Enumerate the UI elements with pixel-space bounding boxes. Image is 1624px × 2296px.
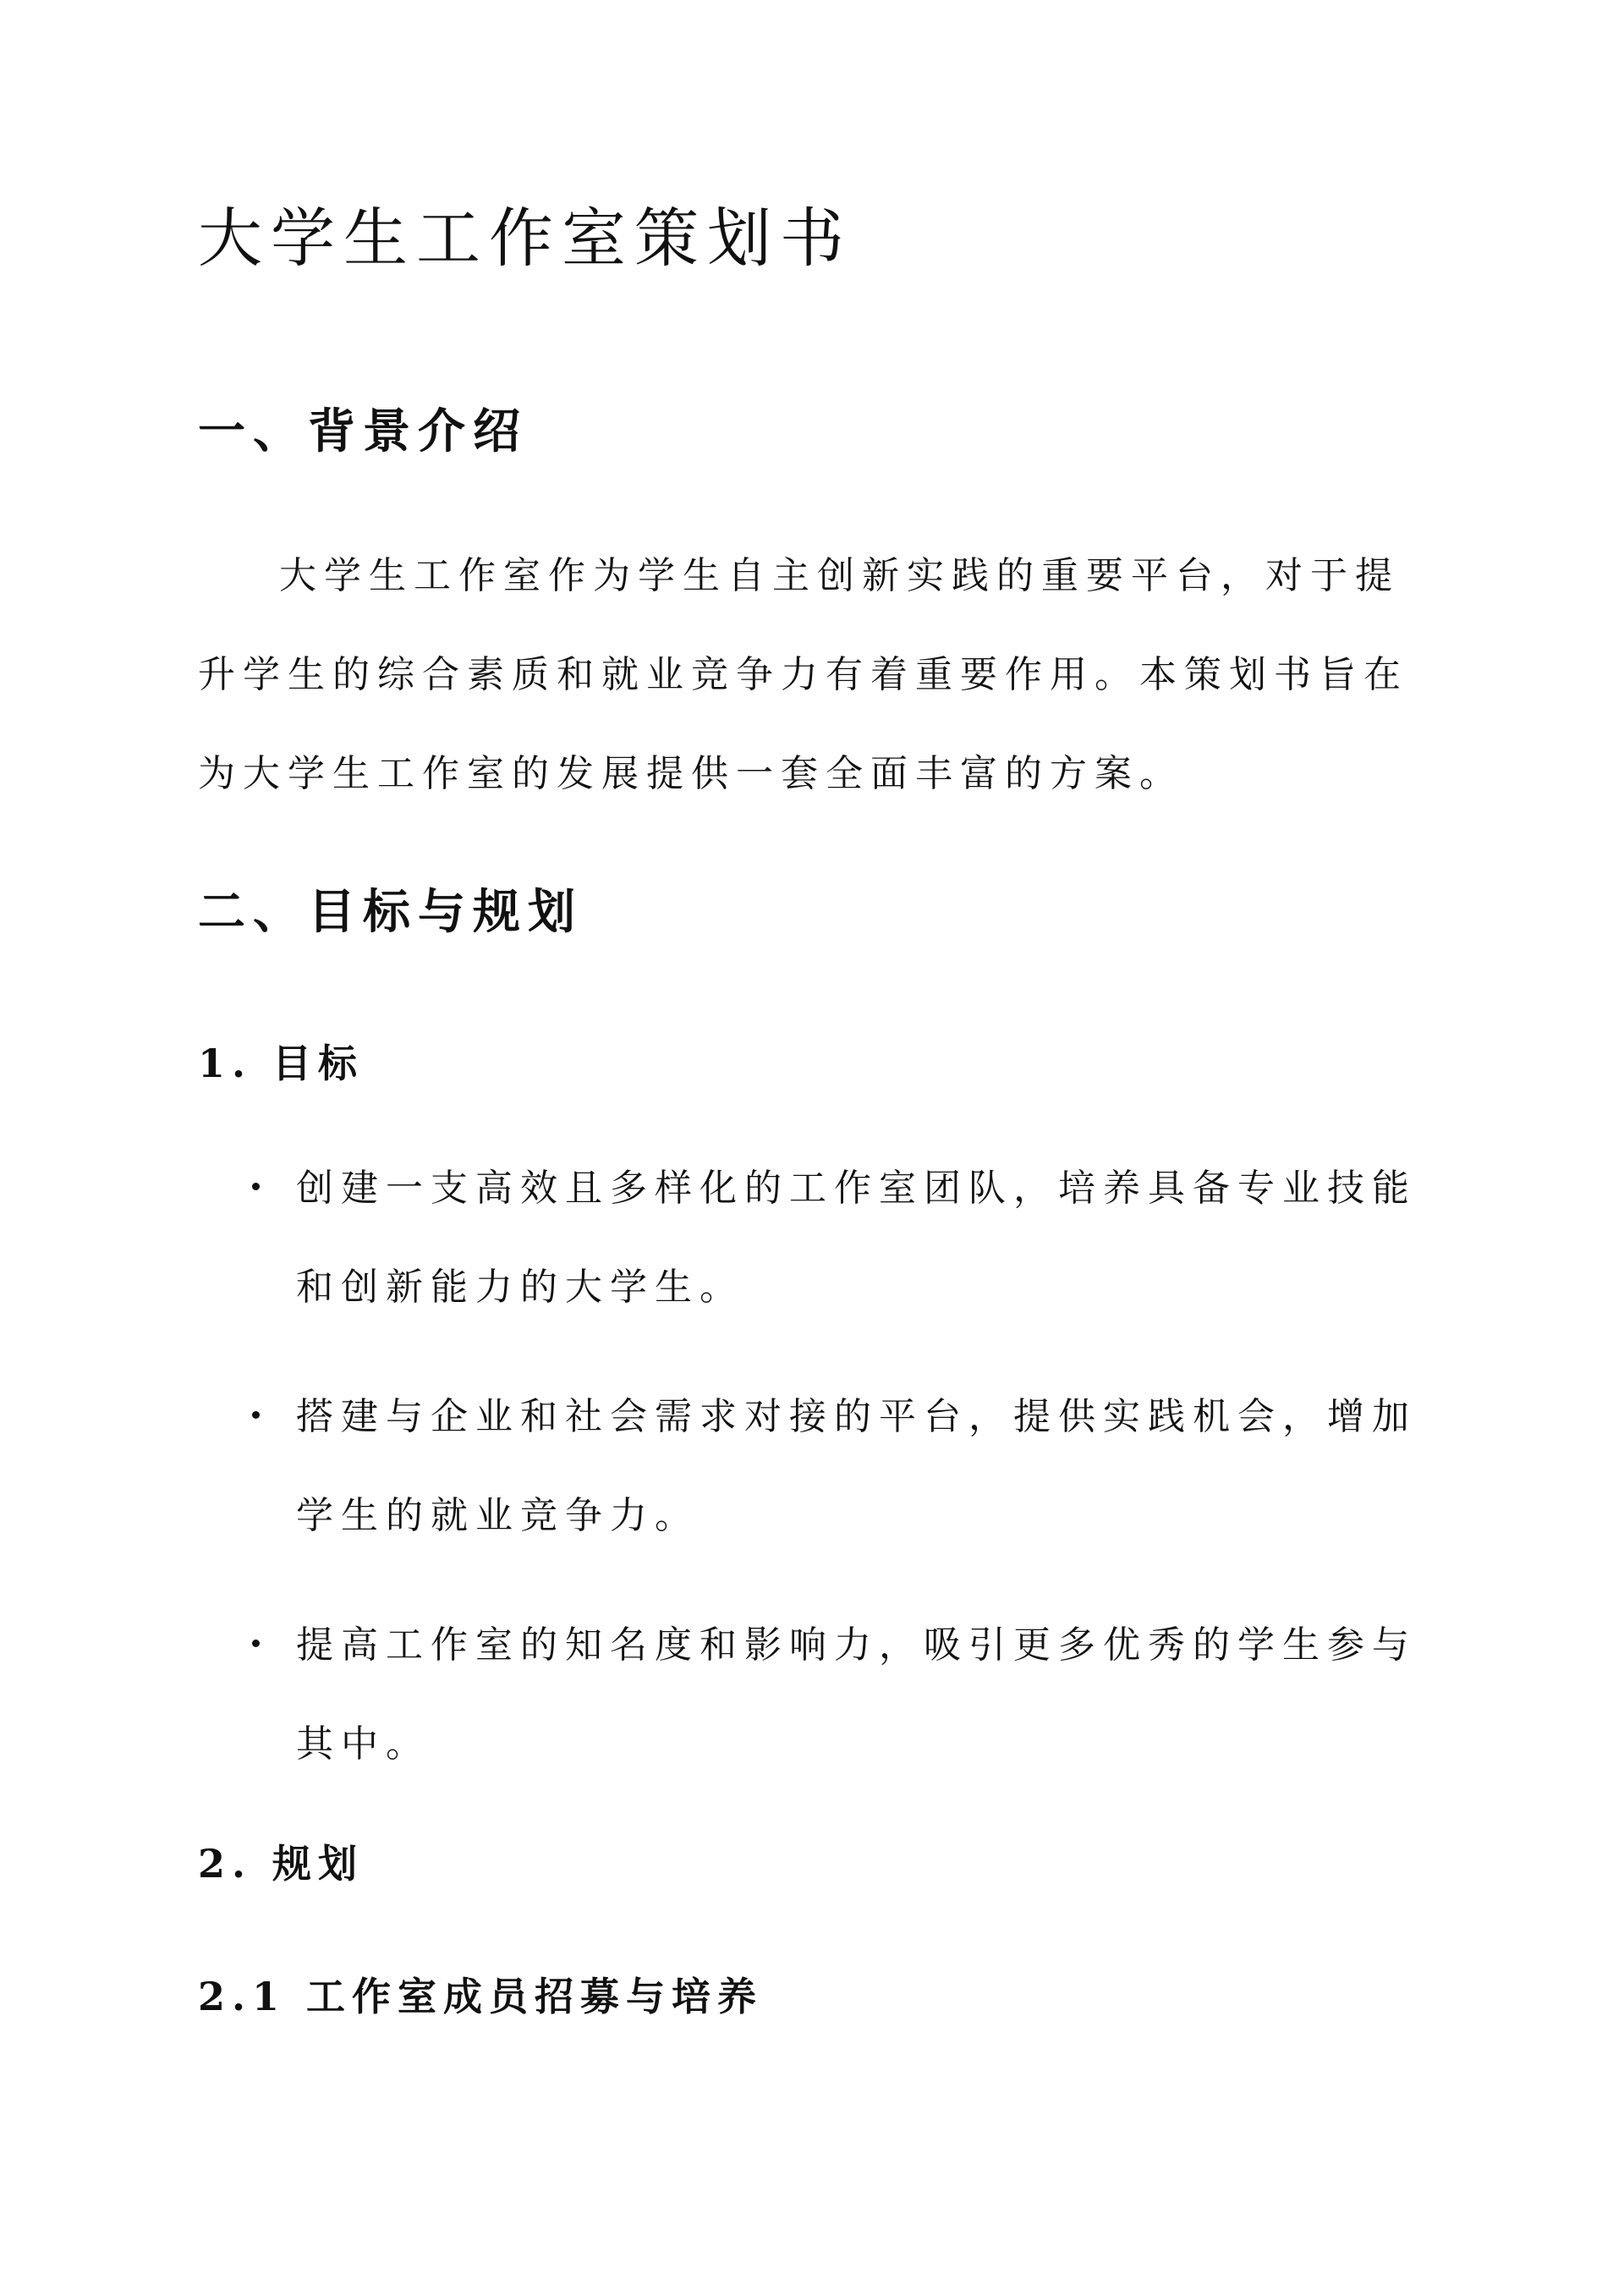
background-paragraph: 大学生工作室作为学生自主创新实践的重要平台，对于提升学生的综合素质和就业竞争力有着重要作用。本策划书旨在为大学生工作室的发展提供一套全面丰富的方案。	[198, 554, 1408, 795]
list-item-text: 创建一支高效且多样化的工作室团队，培养具备专业技能和创新能力的大学生。	[296, 1167, 1417, 1309]
document-title: 大学生工作室策划书	[198, 200, 853, 276]
section-heading-goals-planning: 二、目标与规划	[198, 884, 583, 940]
list-item	[296, 1139, 1421, 1337]
subheading-planning: 2. 规划	[198, 1841, 365, 1887]
bullet-dot-icon	[252, 1640, 260, 1647]
list-item-text: 提高工作室的知名度和影响力，吸引更多优秀的学生参与其中。	[296, 1623, 1417, 1766]
list-item	[296, 1596, 1421, 1793]
subheading-goals: 1. 目标	[198, 1041, 365, 1086]
bullet-dot-icon	[252, 1183, 260, 1190]
section-heading-background: 一、背景介绍	[198, 404, 528, 459]
list-item	[296, 1367, 1421, 1565]
bullet-dot-icon	[252, 1411, 260, 1419]
list-item-text: 搭建与企业和社会需求对接的平台，提供实践机会，增加学生的就业竞争力。	[296, 1395, 1417, 1537]
subheading-member-recruitment: 2.1 工作室成员招募与培养	[198, 1974, 764, 2019]
